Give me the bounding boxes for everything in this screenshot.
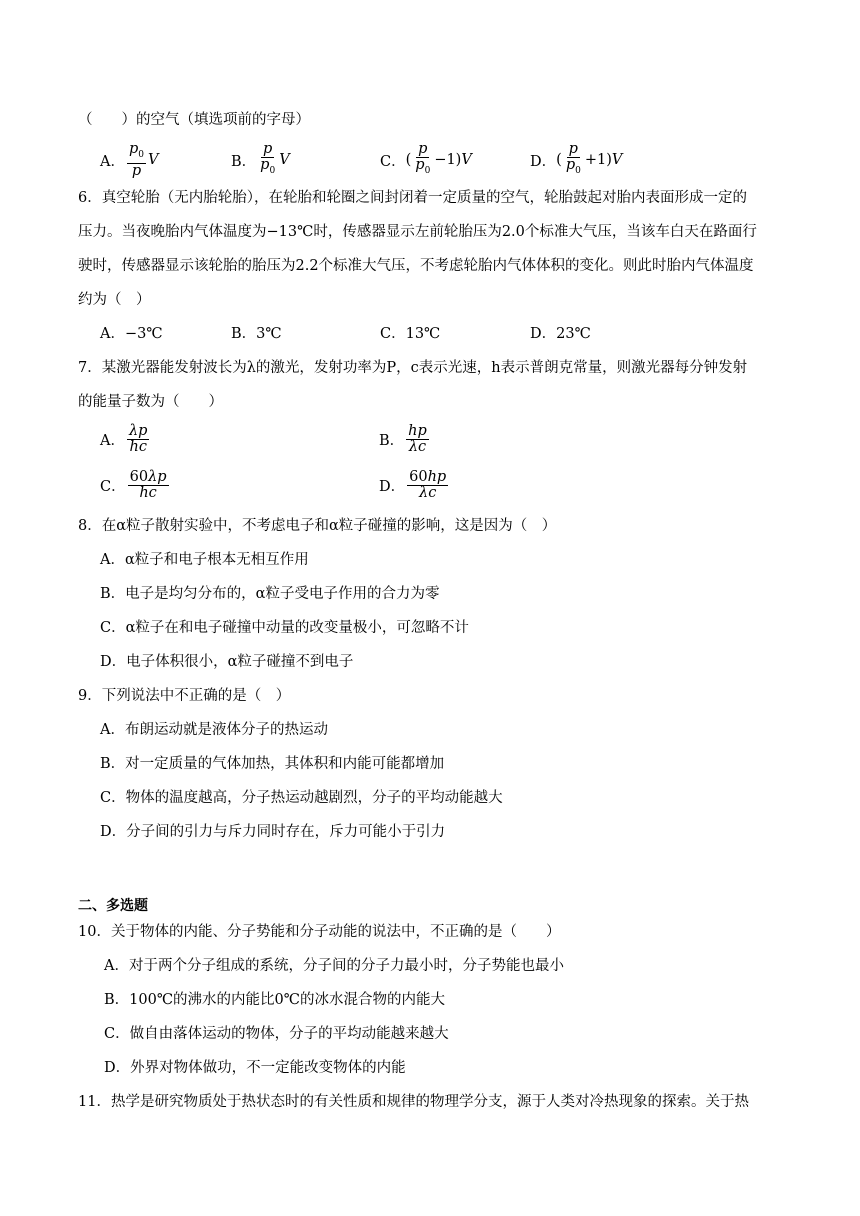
q5-tail: （ ）的空气（填选项前的字母） [78, 112, 310, 128]
fraction: $\frac{p}{p_0}$ [415, 141, 431, 176]
q8-stem: 8．在α粒子散射实验中，不考虑电子和α粒子碰撞的影响，这是因为（ ） [78, 518, 557, 534]
q9-option-a: A．布朗运动就是液体分子的热运动 [100, 722, 328, 738]
q10-option-c: C．做自由落体运动的物体，分子的平均动能越来越大 [104, 1026, 449, 1042]
q9-option-c: C．物体的温度越高，分子热运动越剧烈，分子的平均动能越大 [100, 790, 503, 806]
q8-option-c: C．α粒子在和电子碰撞中动量的改变量极小，可忽略不计 [100, 620, 469, 636]
fraction: $\frac{60\lambda p}{hc}$ [129, 469, 167, 501]
fraction: $\frac{p}{p_0}$ [565, 141, 581, 176]
fraction: $\frac{hp}{\lambda c}$ [408, 423, 427, 455]
q9-option-d: D．分子间的引力与斥力同时存在，斥力可能小于引力 [100, 824, 446, 840]
q6-option-b: B．3℃ [231, 326, 282, 342]
q5-option-a: A． $\frac{p_0}{p}$ V [100, 141, 159, 179]
fraction: $\frac{p}{p_0}$ [260, 141, 276, 176]
q7-option-b: B． $\frac{hp}{\lambda c}$ [379, 423, 427, 455]
q5-option-c: C． ( $\frac{p}{p_0}$ −1) V [380, 142, 472, 179]
q6-stem-line: 压力。当夜晚胎内气体温度为−13℃时，传感器显示左前轮胎压为2.0个标准大气压，当该车白天在路面行 [78, 224, 757, 240]
q7-option-a: A． $\frac{\lambda p}{hc}$ [100, 423, 148, 455]
q7-option-c: C． $\frac{60\lambda p}{hc}$ [100, 469, 167, 501]
q6-stem-line: 6．真空轮胎（无内胎轮胎），在轮胎和轮圈之间封闭着一定质量的空气，轮胎鼓起对胎内表面形成一定的 [78, 190, 747, 206]
q11-stem: 11．热学是研究物质处于热状态时的有关性质和规律的物理学分支，源于人类对冷热现象的探索。关于热 [78, 1094, 749, 1110]
q8-option-d: D．电子体积很小，α粒子碰撞不到电子 [100, 654, 354, 670]
q10-option-a: A．对于两个分子组成的系统，分子间的分子力最小时，分子势能也最小 [104, 958, 564, 974]
q9-stem: 9．下列说法中不正确的是（ ） [78, 688, 291, 704]
section-heading: 二、多选题 [78, 898, 148, 914]
q10-option-b: B．100℃的沸水的内能比0℃的冰水混合物的内能大 [104, 992, 445, 1008]
q5-option-b: B． $\frac{p}{p_0}$ V [231, 142, 290, 179]
fraction: $\frac{p_0}{p}$ [128, 141, 145, 179]
q7-stem-line: 7．某激光器能发射波长为λ的激光，发射功率为P，c表示光速，h表示普朗克常量，则激光器每分钟发射 [78, 360, 748, 376]
q10-stem: 10．关于物体的内能、分子势能和分子动能的说法中，不正确的是（ ） [78, 924, 561, 940]
q8-option-b: B．电子是均匀分布的，α粒子受电子作用的合力为零 [100, 586, 440, 602]
q6-option-a: A．−3℃ [100, 326, 163, 342]
q10-option-d: D．外界对物体做功，不一定能改变物体的内能 [104, 1060, 406, 1076]
q5-option-d: D． ( $\frac{p}{p_0}$ +1) V [530, 142, 622, 179]
q7-option-d: D． $\frac{60hp}{\lambda c}$ [379, 469, 447, 501]
fraction: $\frac{\lambda p}{hc}$ [128, 423, 148, 455]
q7-stem-line: 的能量子数为（ ） [78, 394, 223, 410]
q6-option-d: D．23℃ [530, 326, 591, 342]
q6-stem-line: 约为（ ） [78, 292, 151, 308]
q6-option-c: C．13℃ [380, 326, 441, 342]
q6-stem-line: 驶时，传感器显示该轮胎的胎压为2.2个标准大气压，不考虑轮胎内气体体积的变化。则此时胎内气体温度 [78, 258, 754, 274]
fraction: $\frac{60hp}{\lambda c}$ [409, 469, 447, 501]
q9-option-b: B．对一定质量的气体加热，其体积和内能可能都增加 [100, 756, 445, 772]
q8-option-a: A．α粒子和电子根本无相互作用 [100, 552, 309, 568]
